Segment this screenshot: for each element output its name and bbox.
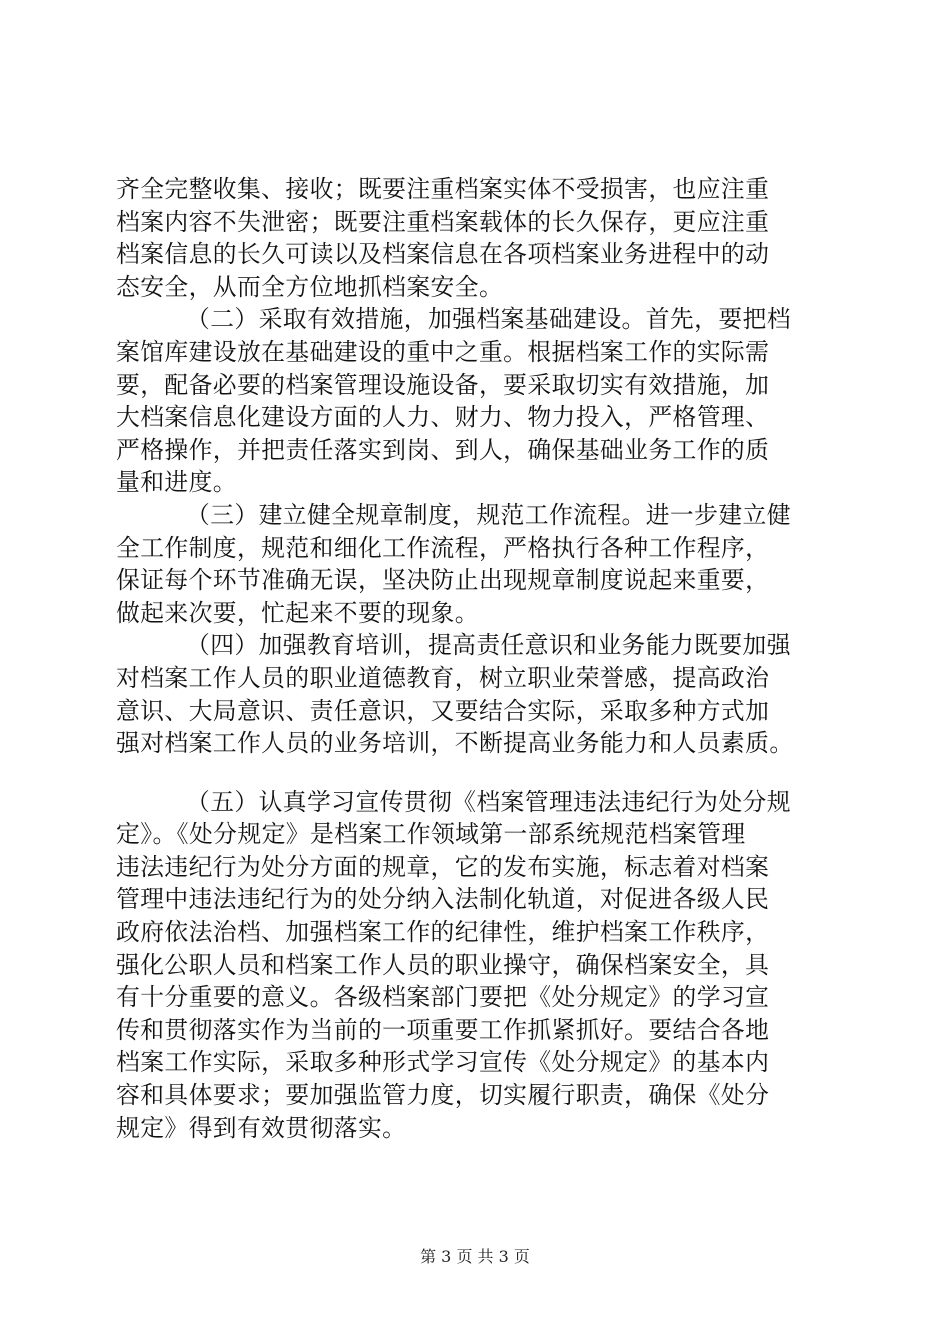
text-line: 严格操作，并把责任落实到岗、到人，确保基础业务工作的质 [116, 435, 770, 464]
text-line: （四）加强教育培训，提高责任意识和业务能力既要加强 [186, 631, 791, 660]
text-line: 齐全完整收集、接收；既要注重档案实体不受损害，也应注重 [116, 175, 770, 203]
text-line: （二）采取有效措施，加强档案基础建设。首先，要把档 [186, 305, 791, 334]
text-line: 强化公职人员和档案工作人员的职业操守，确保档案安全，具 [116, 950, 770, 979]
text-line: 强对档案工作人员的业务培训，不断提高业务能力和人员素质。 [116, 729, 794, 758]
text-line: 传和贯彻落实作为当前的一项重要工作抓紧抓好。要结合各地 [116, 1015, 770, 1044]
text-line: 档案信息的长久可读以及档案信息在各项档案业务进程中的动 [116, 240, 770, 269]
paragraph-2 [116, 303, 838, 499]
text-line: 对档案工作人员的职业道德教育，树立职业荣誉感，提高政治 [116, 663, 770, 692]
text-line: （三）建立健全规章制度，规范工作流程。进一步建立健 [186, 500, 791, 529]
paragraph-gap [116, 760, 838, 786]
text-line: 意识、大局意识、责任意识，又要结合实际，采取多种方式加 [116, 696, 770, 725]
text-line: 案馆库建设放在基础建设的重中之重。根据档案工作的实际需 [116, 337, 770, 366]
paragraph-1 [116, 173, 838, 303]
text-line: 全工作制度，规范和细化工作流程，严格执行各种工作程序， [116, 533, 770, 562]
text-line: 政府依法治档、加强档案工作的纪律性，维护档案工作秩序， [116, 918, 770, 947]
paragraph-4 [116, 629, 838, 759]
text-line: 态安全，从而全方位地抓档案安全。 [116, 272, 504, 301]
paragraph-5 [116, 786, 838, 1145]
text-line: 规定》得到有效贯彻落实。 [116, 1113, 407, 1142]
document-body [116, 173, 838, 1144]
text-line: 容和具体要求；要加强监管力度，切实履行职责，确保《处分 [116, 1081, 770, 1110]
text-line: 定》。《处分规定》是档案工作领域第一部系统规范档案管理 [116, 820, 746, 849]
text-line: （五）认真学习宣传贯彻《档案管理违法违纪行为处分规 [186, 787, 791, 816]
text-line: 管理中违法违纪行为的处分纳入法制化轨道，对促进各级人民 [116, 885, 770, 914]
text-line: 大档案信息化建设方面的人力、财力、物力投入，严格管理、 [116, 403, 770, 432]
text-line: 违法违纪行为处分方面的规章，它的发布实施，标志着对档案 [116, 852, 770, 881]
paragraph-3 [116, 499, 838, 629]
text-line: 量和进度。 [116, 468, 237, 497]
text-line: 档案内容不失泄密；既要注重档案载体的长久保存，更应注重 [116, 207, 770, 236]
text-line: 要，配备必要的档案管理设施设备，要采取切实有效措施，加 [116, 370, 770, 399]
page-footer: 第 3 页 共 3 页 [420, 1247, 530, 1266]
text-line: 保证每个环节准确无误，坚决防止出现规章制度说起来重要， [116, 566, 770, 595]
text-line: 档案工作实际，采取多种形式学习宣传《处分规定》的基本内 [116, 1048, 770, 1077]
text-line: 做起来次要，忙起来不要的现象。 [116, 598, 479, 627]
text-line: 有十分重要的意义。各级档案部门要把《处分规定》的学习宣 [116, 983, 770, 1012]
